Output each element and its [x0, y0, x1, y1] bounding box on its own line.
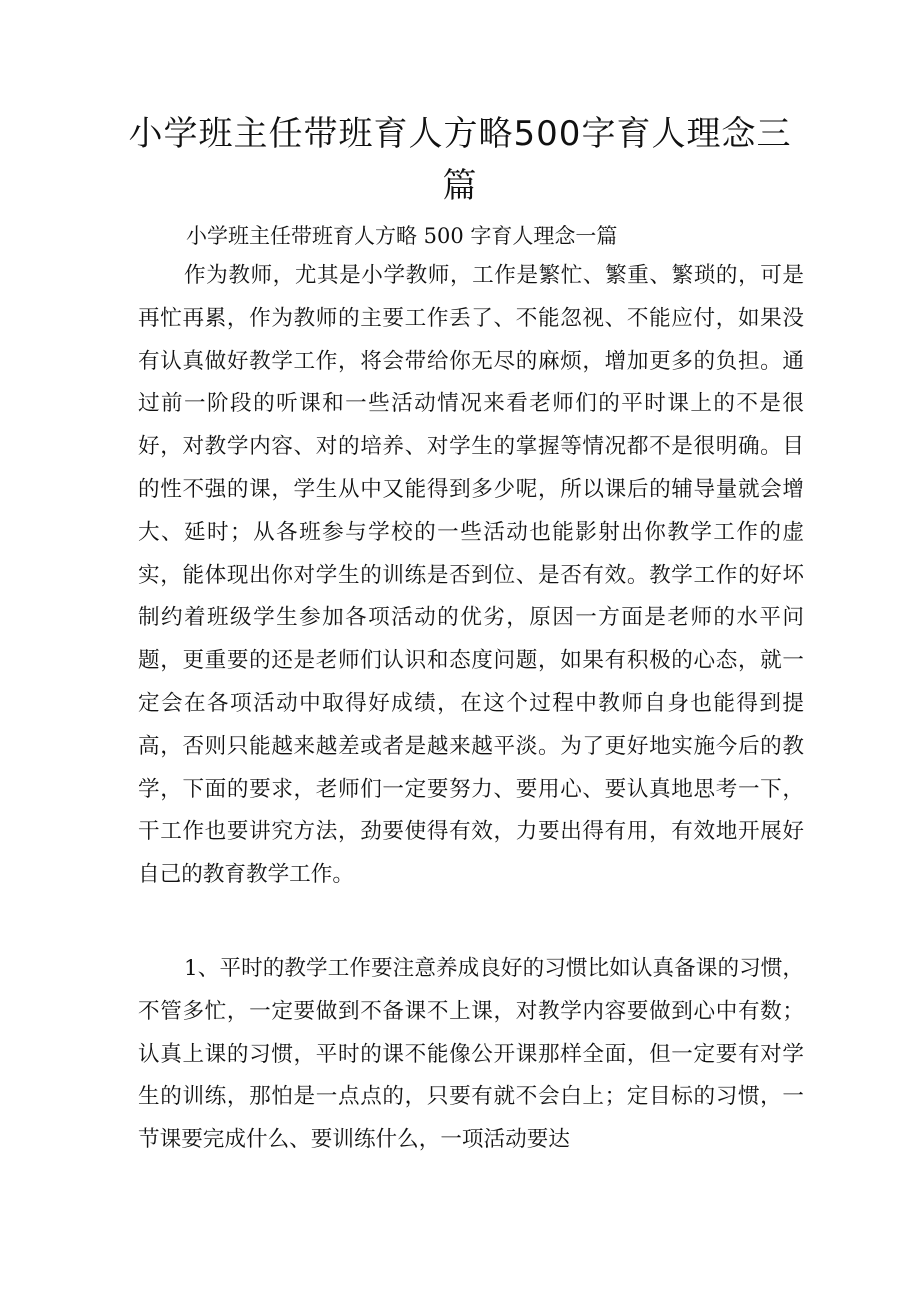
document-subtitle: 小学班主任带班育人方略 500 字育人理念一篇 — [186, 224, 618, 248]
body-paragraph: 作为教师，尤其是小学教师，工作是繁忙、繁重、繁琐的，可是再忙再累，作为教师的主要工作丢了、不能忽视、不能应付，如果没有认真做好教学工作，将会带给你无尽的麻烦，增加更多的负担。通过前一阶段的听课和一些活动情况来看老师们的平时课上的不是很好，对教学内容、对的培养、对学生的掌握等情况都不是很明确。目的性不强的课，学生从中又能得到多少呢，所以课后的辅导量就会增大、延时；从各班参与学校的一些活动也能影射出你教学工作的虚实，能体现出你对学生的训练是否到位、是否有效。教学工作的好坏制约着班级学生参加各项活动的优劣，原因一方面是老师的水平问题，更重要的还是老师们认识和态度问题，如果有积极的心态，就一定会在各项活动中取得好成绩，在这个过程中教师自身也能得到提高，否则只能越来越差或者是越来越平淡。为了更好地实施今后的教学，下面的要求，老师们一定要努力、要用心、要认真地思考一下，干工作也要讲究方法，劲要使得有效，力要出得有用，有效地开展好自己的教育教学工作。 — [138, 263, 804, 888]
document-title: 小学班主任带班育人方略500字育人理念三篇 — [128, 114, 792, 206]
body-paragraph: 1、平时的教学工作要注意养成良好的习惯比如认真备课的习惯，不管多忙，一定要做到不备课不上课，对教学内容要做到心中有数；认真上课的习惯，平时的课不能像公开课那样全面，但一定要有对学生的训练，那怕是一点点的，只要有就不会白上；定目标的习惯，一节课要完成什么、要训练什么，一项活动要达 — [138, 956, 804, 1153]
